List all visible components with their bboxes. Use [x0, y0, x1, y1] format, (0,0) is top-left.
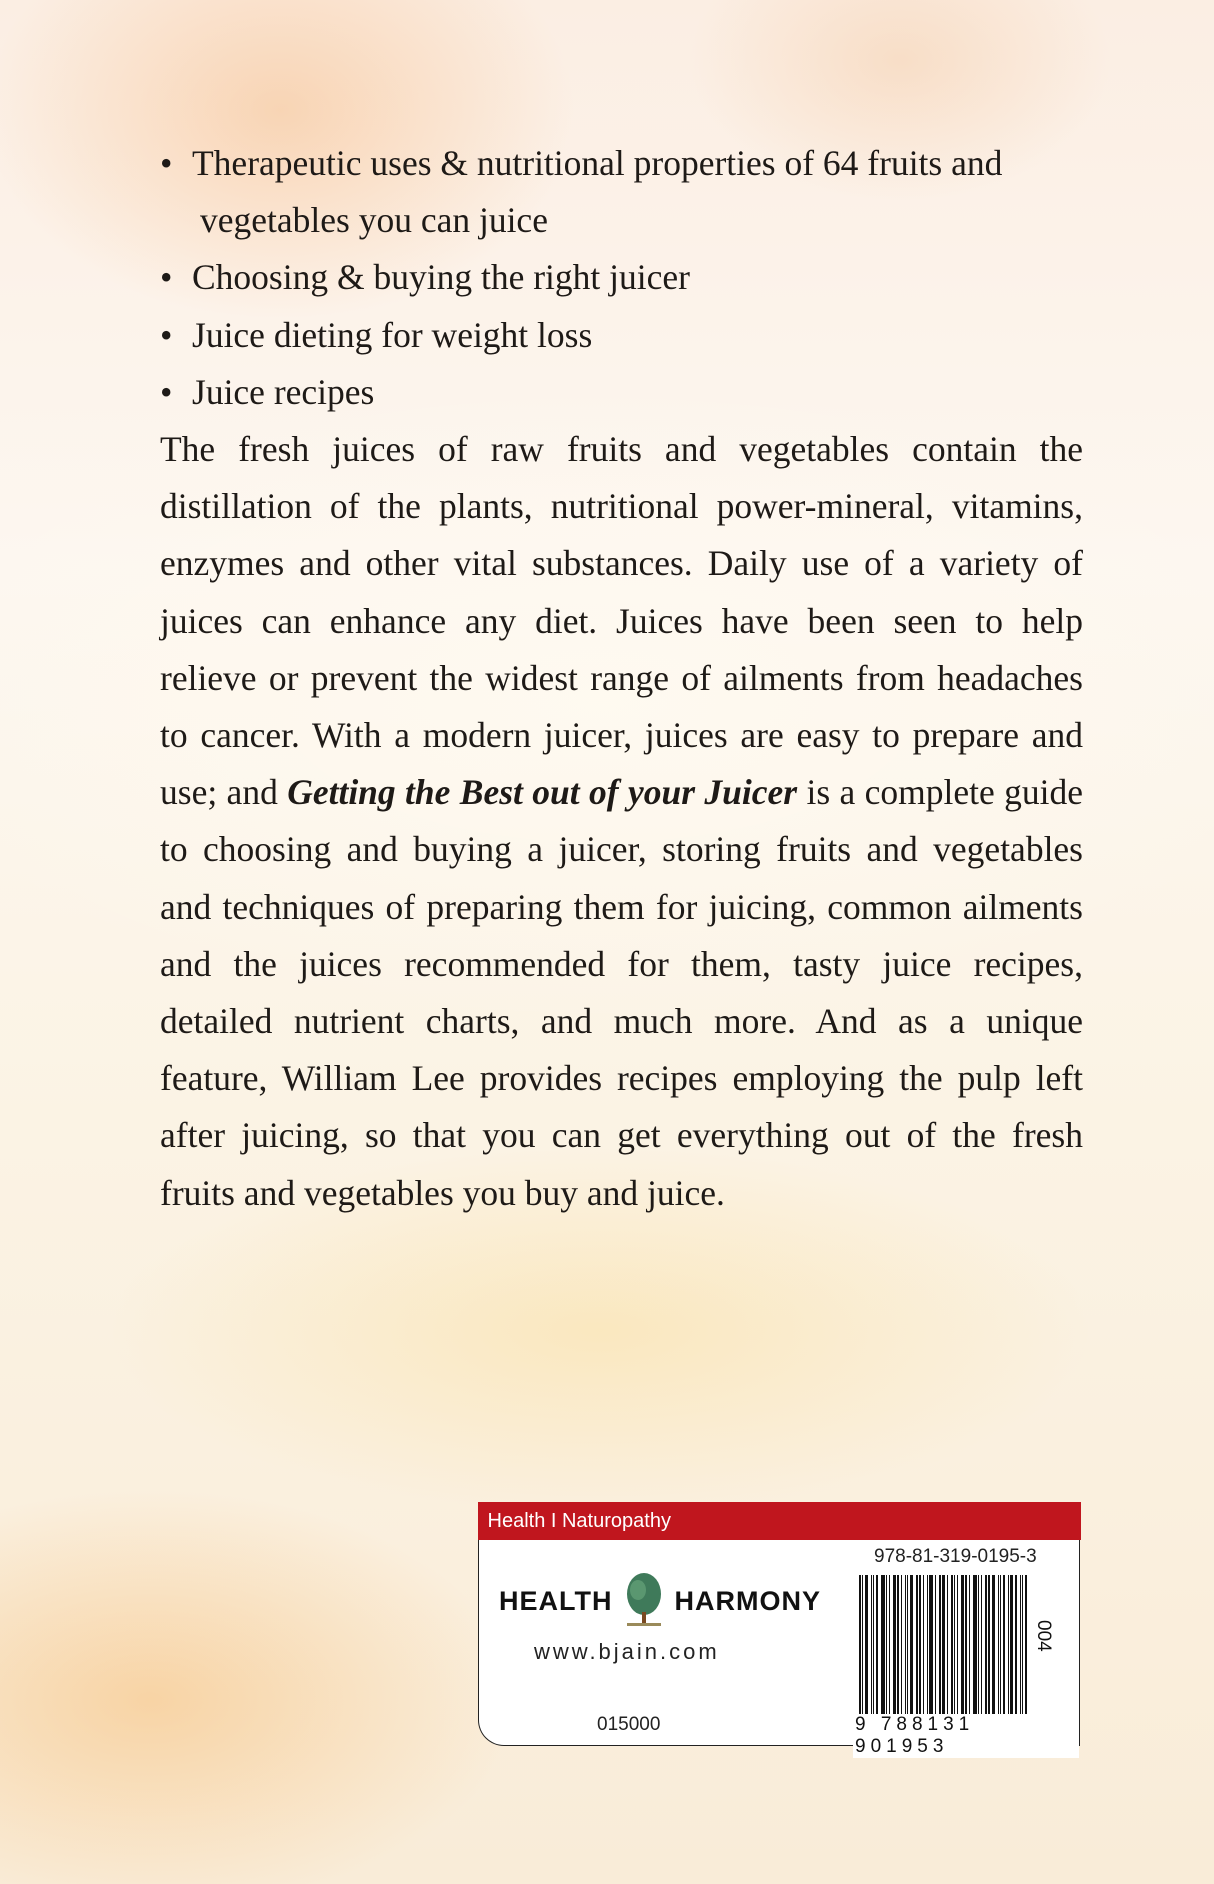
- bullet-text: vegetables you can juice: [200, 200, 548, 241]
- bullet-item-continued: [160, 192, 1083, 249]
- barcode-digits: 9 788131 901953: [853, 1714, 1079, 1758]
- barcode-bar: [1015, 1575, 1017, 1723]
- bullet-item: • Therapeutic uses & nutritional properties of 64 fruits and: [160, 135, 1083, 192]
- barcode-bar: [907, 1575, 908, 1723]
- bullet-text: Juice dieting for weight loss: [192, 314, 593, 355]
- bullet-item: • Juice dieting for weight loss: [160, 307, 1083, 364]
- barcode-bar: [862, 1575, 863, 1723]
- barcode-bar: [1025, 1575, 1027, 1723]
- bullet-text: Choosing & buying the right juicer: [192, 257, 690, 298]
- barcode-bar: [1022, 1575, 1023, 1723]
- barcode-bar: [901, 1575, 902, 1723]
- barcode-bar: [1020, 1575, 1021, 1723]
- barcode-bar: [871, 1575, 872, 1723]
- publisher-name-right: HARMONY: [674, 1585, 821, 1616]
- publisher-name-left: HEALTH: [499, 1585, 613, 1616]
- barcode-bar: [1010, 1575, 1013, 1723]
- tree-icon: [623, 1572, 665, 1630]
- barcode-bar: [859, 1575, 861, 1723]
- imprint-box: [478, 1502, 1080, 1757]
- barcode-bar: [961, 1575, 964, 1723]
- barcode-bar: [965, 1575, 967, 1723]
- barcode-bar: [988, 1575, 990, 1723]
- barcode-bar: [992, 1575, 995, 1723]
- barcode: [859, 1575, 1049, 1723]
- book-title: Getting the Best out of your Juicer: [287, 772, 798, 813]
- price-code: 015000: [597, 1714, 661, 1735]
- barcode-bar: [916, 1575, 918, 1723]
- barcode-bar: [954, 1575, 955, 1723]
- barcode-bar: [935, 1575, 936, 1723]
- description-text: is a complete guide to choosing and buying a juicer, storing fruits and vegetables and techniques of preparing them for juicing, common ailments and the juices recommended for them, tasty juice recipes, detailed nutrient charts, and much more. And as a unique feature, William Lee provides recipes employing the pulp left after juicing, so that you can get everything out of the fresh fruits and vegetables you buy and juice.: [160, 772, 1083, 1213]
- bullet-item: • Juice recipes: [160, 364, 1083, 421]
- barcode-bar: [923, 1575, 924, 1723]
- barcode-bar: [998, 1575, 999, 1723]
- barcode-bar: [942, 1575, 945, 1723]
- barcode-bar: [886, 1575, 887, 1723]
- barcode-bar: [981, 1575, 982, 1723]
- bullet-item: • Choosing & buying the right juicer: [160, 249, 1083, 306]
- barcode-bar: [985, 1575, 987, 1723]
- barcode-bar: [978, 1575, 979, 1723]
- publisher-logo: [499, 1572, 821, 1630]
- barcode-bar: [876, 1575, 878, 1723]
- barcode-bar: [939, 1575, 941, 1723]
- publisher-url: www.bjain.com: [534, 1639, 720, 1664]
- barcode-bar: [1000, 1575, 1001, 1723]
- category-bar: Health I Naturopathy: [478, 1502, 1081, 1540]
- barcode-bar: [1003, 1575, 1005, 1723]
- barcode-bar: [1008, 1575, 1009, 1723]
- barcode-bar: [865, 1575, 868, 1723]
- barcode-bar: [889, 1575, 890, 1723]
- barcode-bar: [910, 1575, 913, 1723]
- barcode-bar: [957, 1575, 958, 1723]
- bullet-text: Therapeutic uses & nutritional properties of 64 fruits and: [192, 143, 1003, 183]
- barcode-bar: [873, 1575, 874, 1723]
- description-text: The fresh juices of raw fruits and vegetables contain the distillation of the plants, nutritional power-mineral, vitamins, enzymes and other vital substances. Daily use of a variety of juices can enhance any diet. Juices have been seen to help relieve or prevent the widest range of ailments from headaches to cancer. With a modern juicer, juices are easy to prepare and use; and: [160, 429, 1083, 813]
- barcode-bar: [947, 1575, 948, 1723]
- barcode-addon: 004: [1033, 1620, 1054, 1652]
- barcode-bar: [897, 1575, 899, 1723]
- isbn-text: 978-81-319-0195-3: [874, 1546, 1037, 1567]
- barcode-bar: [929, 1575, 933, 1723]
- barcode-bar: [905, 1575, 906, 1723]
- barcode-bar: [951, 1575, 953, 1723]
- barcode-bar: [927, 1575, 928, 1723]
- bullet-text: Juice recipes: [192, 371, 375, 412]
- barcode-bar: [969, 1575, 970, 1723]
- barcode-bar: [893, 1575, 896, 1723]
- barcode-bar: [881, 1575, 885, 1723]
- barcode-bar: [919, 1575, 921, 1723]
- back-cover-text: [160, 135, 1083, 1222]
- description-paragraph: [160, 421, 1083, 1222]
- barcode-bar: [973, 1575, 977, 1723]
